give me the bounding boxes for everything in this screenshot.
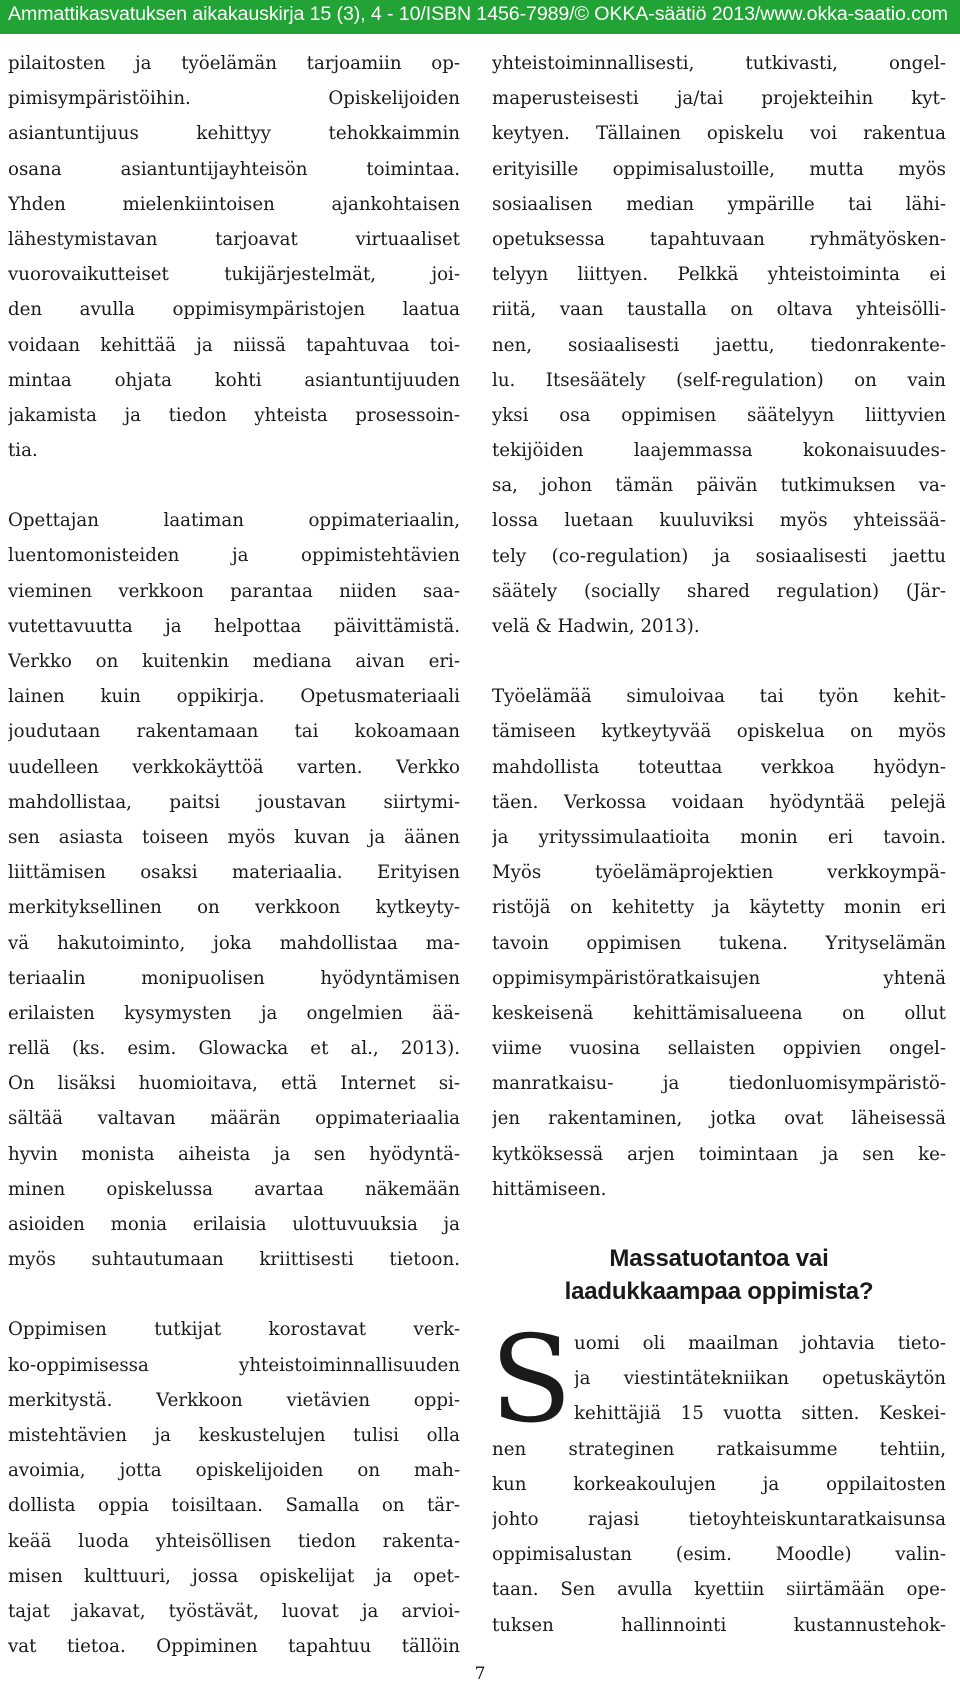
section-heading-line-1: Massatuotantoa vai [609,1245,829,1272]
text-line: yhteistoiminnallisesti, tutkivasti, ongel- [492,53,946,74]
text-line: tämiseen kytkeytyvää opiskelua on myös [492,721,946,743]
dropcap-letter: S [490,1311,573,1450]
text-line: ristöjä on kehitetty ja käytetty monin eri [492,897,946,919]
text-line: mistehtävien ja keskustelujen tulisi olla [8,1424,460,1446]
paragraph-gap [492,1207,946,1242]
text-line: telyyn liittyen. Pelkkä yhteistoiminta ei [492,264,946,286]
text-line: liittämisen osaksi materiaalia. Erityisen [8,862,460,884]
text-line: taan. Sen avulla kyettiin siirtämään ope- [492,1579,946,1601]
text-line: mintaa ohjata kohti asiantuntijuuden [8,369,460,391]
text-line: hyvin monista aiheista ja sen hyödyntä- [8,1143,460,1165]
text-line: erilaisten kysymysten ja ongelmien ää- [8,1002,460,1024]
text-line: tavoin oppimisen tukena. Yrityselämän [492,932,946,954]
text-line: kun korkeakoulujen ja oppilaitosten [492,1473,946,1495]
text-line: riitä, vaan taustalla on oltava yhteisölli- [492,299,946,321]
right-column [492,46,946,1643]
text-line: asioiden monia erilaisia ulottuvuuksia ja [8,1214,460,1235]
right-paragraph-3 [492,1432,946,1643]
text-line: säätely (socially shared regulation) (Jär- [492,580,946,602]
journal-header-text: Ammattikasvatuksen aikakauskirja 15 (3), 4 - 10/ISBN 1456-7989/© OKKA-säätiö 2013/www.okka-saatio.com [8,3,948,25]
left-column [8,46,460,1664]
text-line: lossa luetaan kuuluviksi myös yhteissää- [492,510,946,532]
left-paragraph-1 [8,46,460,468]
text-line: erityisille oppimisalustoille, mutta myös [492,158,946,180]
text-line: merkityksellinen on verkkoon kytkeyty- [8,897,460,919]
text-line: teriaalin monipuolisen hyödyntämisen [8,967,460,989]
paragraph-gap [492,644,946,679]
text-line: merkitystä. Verkkoon vietävien oppi- [8,1389,460,1411]
text-line: mahdollistaa, paitsi joustavan siirtymi- [8,791,460,813]
text-line: minen opiskelussa avartaa näkemään [8,1178,460,1200]
right-paragraph-1 [492,46,946,644]
dropcap-paragraph [490,1311,946,1643]
text-line: oppimisalustan (esim. Moodle) valin- [492,1544,946,1566]
text-line: opetuksessa tapahtuvaan ryhmätyösken- [492,228,946,250]
text-line: myös suhtautumaan kriittisesti tietoon. [8,1249,460,1271]
text-line: vuorovaikutteiset tukijärjestelmät, joi- [8,264,460,286]
right-paragraph-2 [492,679,946,1207]
text-line: tajat jakavat, työstävät, luovat ja arvioi- [8,1600,460,1622]
text-line: vä hakutoiminto, joka mahdollistaa ma- [8,932,460,954]
text-line: sältää valtavan määrän oppimateriaalia [8,1108,460,1130]
text-line: Myös työelämäprojektien verkkoympä- [492,862,946,884]
text-line: vieminen verkkoon parantaa niiden saa- [8,580,460,602]
text-line: pimisympäristöihin. Opiskelijoiden [8,88,460,110]
text-line: vat tietoa. Oppiminen tapahtuu tällöin [8,1636,460,1658]
text-line: vutettavuutta ja helpottaa päivittämistä. [8,615,460,637]
text-line: tia. [8,440,38,462]
text-line: hittämiseen. [492,1178,607,1200]
text-line: uomi oli maailman johtavia tieto- [574,1333,946,1354]
text-line: nen, sosiaalisesti jaettu, tiedonrakente- [492,334,946,356]
text-line: tuksen hallinnointi kustannustehok- [492,1614,946,1636]
text-line: lu. Itsesäätely (self-regulation) on vain [492,369,946,391]
left-paragraph-3 [8,1312,460,1664]
paragraph-gap [8,468,460,503]
text-line: jakamista ja tiedon yhteista prosessoin- [8,404,460,426]
text-line: sa, johon tämän päivän tutkimuksen va- [492,475,946,497]
text-line: Työelämää simuloivaa tai työn kehit- [492,686,946,708]
text-line: sosiaalisen median ympärille tai lähi- [492,193,946,215]
text-line: täen. Verkossa voidaan hyödyntää pelejä [492,791,946,813]
text-line: kytköksessä arjen toimintaan ja sen ke- [492,1143,946,1165]
text-line: uudelleen verkkokäyttöä varten. Verkko [8,756,460,778]
text-line: keytyen. Tällainen opiskelu voi rakentua [492,123,946,145]
text-line: jen rakentaminen, jotka ovat läheisessä [492,1108,946,1130]
text-line: avoimia, jotta opiskelijoiden on mah- [8,1460,460,1482]
text-line: ja yrityssimulaatioita monin eri tavoin. [492,826,946,848]
page-number: 7 [474,1664,486,1684]
text-line: Opettajan laatiman oppimateriaalin, [8,510,460,532]
text-line: dollista oppia toisiltaan. Samalla on tär- [8,1495,460,1517]
text-line: Yhden mielenkiintoisen ajankohtaisen [8,193,460,215]
text-line: viime vuosina sellaisten oppivien ongel- [492,1038,946,1060]
text-line: tely (co-regulation) ja sosiaalisesti jaettu [492,545,946,567]
text-line: asiantuntijuus kehittyy tehokkaimmin [8,123,460,145]
left-paragraph-2 [8,503,460,1277]
section-heading [492,1242,946,1308]
text-line: Verkko on kuitenkin mediana aivan eri- [8,651,460,672]
paragraph-gap [8,1277,460,1312]
text-line: tekijöiden laajemmassa kokonaisuudes- [492,440,946,462]
text-line: maperusteisesti ja/tai projekteihin kyt- [492,88,946,110]
text-line: oppimisympäristöratkaisujen yhtenä [492,967,946,989]
text-line: keskeisenä kehittämisalueena on ollut [492,1002,946,1024]
text-line: pilaitosten ja työelämän tarjoamiin op- [8,53,460,74]
text-line: velä & Hadwin, 2013). [492,616,700,637]
text-line: nen strateginen ratkaisumme tehtiin, [492,1438,946,1460]
text-line: johto rajasi tietoyhteiskuntaratkaisunsa [492,1508,946,1530]
journal-header-bar [0,0,960,34]
text-line: joudutaan rakentamaan tai kokoamaan [8,721,460,743]
text-line: lainen kuin oppikirja. Opetusmateriaali [8,686,460,708]
text-line: luentomonisteiden ja oppimistehtävien [8,545,460,567]
text-line: rellä (ks. esim. Glowacka et al., 2013). [8,1038,460,1060]
text-line: mahdollista toteuttaa verkkoa hyödyn- [492,756,946,778]
text-line: osana asiantuntijayhteisön toimintaa. [8,158,460,180]
text-line: misen kulttuuri, jossa opiskelijat ja opet- [8,1565,460,1587]
text-line: On lisäksi huomioitava, että Internet si- [8,1073,460,1095]
text-line: keää luoda yhteisöllisen tiedon rakenta- [8,1530,460,1552]
text-line: den avulla oppimisympäristojen laatua [8,299,460,321]
text-line: voidaan kehittää ja niissä tapahtuvaa toi- [8,334,460,356]
section-heading-line-2: laadukkaampaa oppimista? [564,1278,874,1305]
text-line: ko-oppimisessa yhteistoiminnallisuuden [8,1354,460,1376]
text-line: Oppimisen tutkijat korostavat verk- [8,1319,460,1341]
text-line: yksi osa oppimisen säätelyyn liittyvien [492,404,946,426]
text-line: ja viestintätekniikan opetuskäytön [574,1368,946,1390]
text-line: manratkaisu- ja tiedonluomisympäristö- [492,1073,946,1095]
text-line: lähestymistavan tarjoavat virtuaaliset [8,228,460,250]
text-line: kehittäjiä 15 vuotta sitten. Keskei- [574,1403,946,1425]
text-line: sen asiasta toiseen myös kuvan ja äänen [8,826,460,848]
